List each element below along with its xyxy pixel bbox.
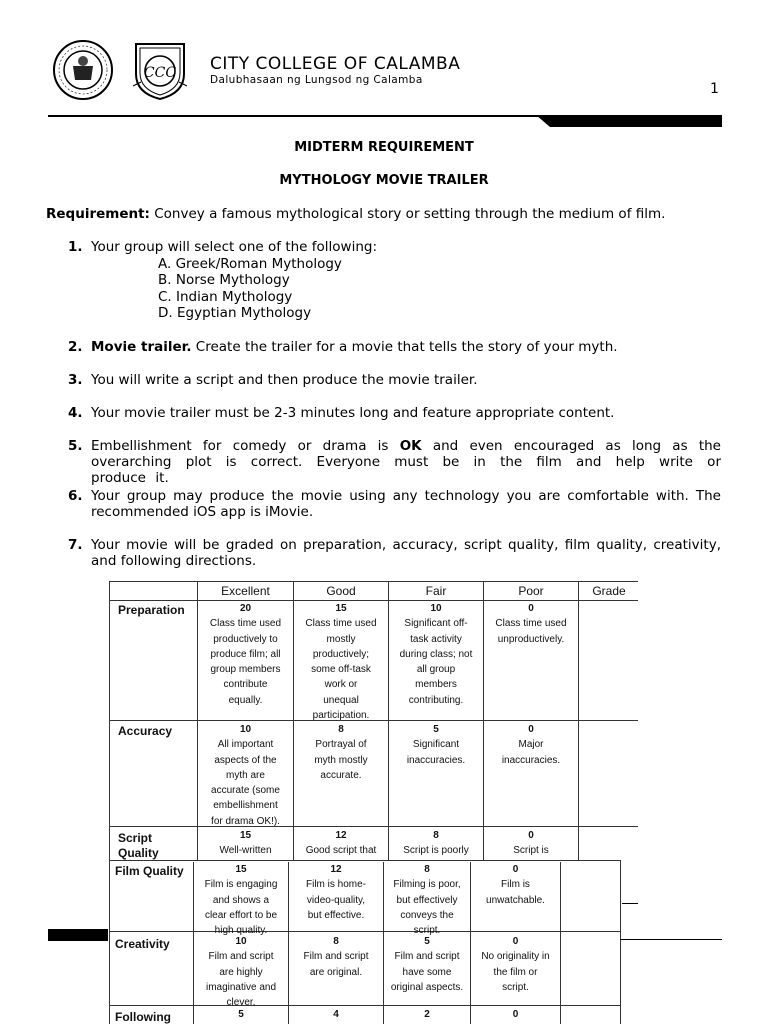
criterion-preparation: Preparation	[118, 603, 185, 617]
logo-monogram: CCC	[143, 65, 177, 81]
list-number: 7.	[68, 537, 83, 553]
list-number: 1.	[68, 239, 83, 255]
list-item: Your movie trailer must be 2-3 minutes long and feature appropriate content.	[91, 405, 615, 421]
rubric-cell: 4	[333, 1009, 339, 1020]
rubric-cell: 12 Film is home- video-quality, but effective.	[305, 864, 366, 921]
rubric-cell: 0 Class time used unproductively.	[495, 603, 567, 645]
rubric-cell: 5 Film and script have some original aspects.	[390, 936, 464, 993]
list-item: Your group will select one of the following:	[91, 239, 377, 255]
document-subtitle: MYTHOLOGY MOVIE TRAILER	[279, 173, 489, 188]
list-item-bold: Movie trailer.	[91, 339, 192, 355]
header-rule-accent	[536, 115, 722, 128]
city-seal-logo	[46, 40, 120, 100]
requirement-text: Convey a famous mythological story or setting through the medium of film.	[154, 206, 666, 222]
option-item: C. Indian Mythology	[158, 289, 293, 305]
rubric-header-good: Good	[326, 584, 356, 598]
rubric-header-poor: Poor	[518, 584, 544, 598]
rubric-cell: 8 Film and script are original.	[303, 936, 369, 978]
criterion-script-quality: Script Quality	[118, 831, 159, 860]
rubric-cell: 8 Script is poorly	[403, 830, 469, 857]
footer-rule	[620, 939, 722, 940]
college-name: CITY COLLEGE OF CALAMBA	[210, 54, 461, 74]
rubric-cell: 10 Film and script are highly imaginative and clever.	[205, 936, 277, 1009]
list-item-text: Embellishment for comedy or drama is	[91, 438, 389, 454]
criterion-film-quality: Film Quality	[115, 864, 184, 878]
rubric-cell: 5	[238, 1009, 244, 1020]
rubric-cell: 10 Significant off- task activity during class; not all group members contributing.	[399, 603, 473, 706]
college-logo	[127, 38, 193, 102]
rubric-cell: 2	[424, 1009, 430, 1020]
rubric-cell: 0	[512, 1009, 519, 1020]
rubric-cell: 12 Good script that	[305, 830, 377, 857]
list-item	[91, 438, 721, 486]
list-number: 3.	[68, 372, 83, 388]
list-item: Your group may produce the movie using any technology you are comfortable with. The recommended iOS app is iMovie.	[91, 488, 721, 520]
rubric-cell: 15 Well-written	[219, 830, 272, 857]
list-item: Your movie will be graded on preparation, accuracy, script quality, film quality, creativity, and following directions.	[91, 537, 721, 569]
rubric-header-fair: Fair	[425, 584, 447, 598]
list-item	[91, 339, 721, 355]
option-item: A. Greek/Roman Mythology	[158, 256, 342, 272]
list-number: 4.	[68, 405, 83, 421]
college-subtitle: Dalubhasaan ng Lungsod ng Calamba	[210, 74, 423, 86]
rubric-cell: 0 Major inaccuracies.	[501, 724, 561, 766]
criterion-creativity: Creativity	[115, 937, 170, 951]
rubric-cell: 15 Class time used mostly productively; some off-task work or unequal participation.	[305, 603, 377, 722]
option-item: D. Egyptian Mythology	[158, 305, 312, 321]
footer-bar-left	[48, 929, 108, 941]
criterion-accuracy: Accuracy	[118, 724, 173, 738]
list-item-text: and even encouraged as long as the overarching plot is correct. Everyone must be in the film and help write or produce it.	[91, 438, 721, 486]
list-item-text: Create the trailer for a movie that tells the story of your myth.	[195, 339, 618, 355]
list-number: 5.	[68, 438, 83, 454]
list-number: 2.	[68, 339, 83, 355]
rubric-cell: 0 No originality in the film or script.	[481, 936, 550, 993]
rubric-header-excellent: Excellent	[221, 584, 270, 598]
list-number: 6.	[68, 488, 83, 504]
rubric-cell: 8 Portrayal of myth mostly accurate.	[314, 724, 368, 781]
requirement-statement	[46, 206, 746, 222]
rubric-cell: 20 Class time used productively to produce film; all group members contribute equally.	[209, 603, 282, 706]
rubric-cell: 5 Significant inaccuracies.	[406, 724, 466, 766]
footer-dash	[622, 903, 638, 904]
rubric-cell: 0 Script is	[513, 830, 549, 857]
list-item: You will write a script and then produce the movie trailer.	[91, 372, 478, 388]
rubric-cell: 8 Filming is poor, but effectively conveys the script.	[393, 864, 461, 937]
option-item: B. Norse Mythology	[158, 272, 290, 288]
rubric-header-grade: Grade	[592, 584, 626, 598]
rubric-cell: 0 Film is unwatchable.	[486, 864, 545, 906]
requirement-label: Requirement:	[46, 206, 150, 222]
criterion-following: Following	[115, 1010, 171, 1024]
rubric-cell: 15 Film is engaging and shows a clear effort to be high quality.	[204, 864, 278, 937]
list-item-bold: OK	[399, 438, 422, 454]
page-number: 1	[710, 81, 719, 97]
rubric-cell: 10 All important aspects of the myth are accurate (some embellishment for drama OK!).	[211, 724, 280, 827]
document-title: MIDTERM REQUIREMENT	[294, 140, 474, 155]
